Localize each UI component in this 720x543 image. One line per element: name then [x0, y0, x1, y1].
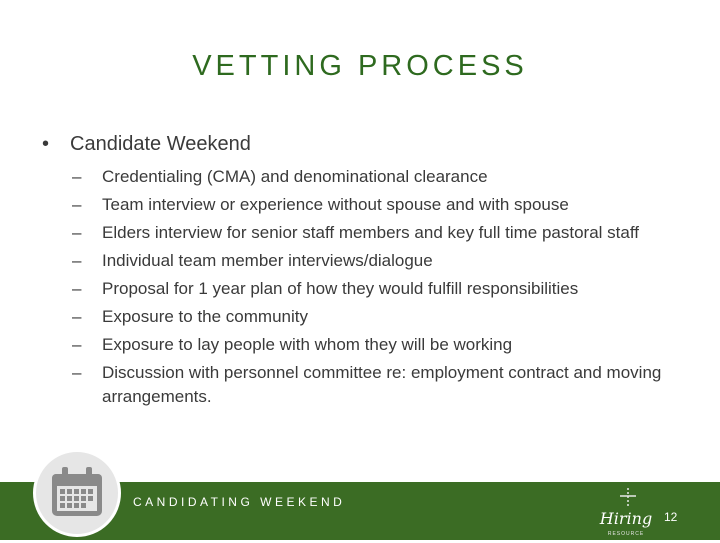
list-item-text: Credentialing (CMA) and denominational clearance	[102, 167, 488, 186]
bullet-text: Candidate Weekend	[70, 133, 251, 155]
slide-title: VETTING PROCESS	[192, 50, 528, 82]
list-item	[72, 193, 682, 217]
list-item-text: Discussion with personnel committee re: employment contract and moving arrangements.	[102, 363, 662, 406]
list-item-text: Individual team member interviews/dialogue	[102, 251, 433, 270]
footer-section-label: CANDIDATING WEEKEND	[133, 495, 346, 509]
list-item-text: Elders interview for senior staff members and key full time pastoral staff	[102, 223, 639, 242]
list-item	[72, 249, 682, 273]
calendar-icon-badge	[33, 449, 121, 537]
bullet-candidate-weekend	[42, 133, 251, 156]
list-item-text: Exposure to the community	[102, 307, 308, 326]
list-item	[72, 277, 682, 301]
dash-marker: –	[72, 223, 82, 242]
list-item	[72, 361, 682, 409]
list-item	[72, 221, 682, 245]
list-item	[72, 305, 682, 329]
logo-wordmark: Hiring	[599, 509, 653, 528]
sub-item-list	[72, 165, 682, 413]
list-item-text: Proposal for 1 year plan of how they would fulfill responsibilities	[102, 279, 579, 298]
list-item-text: Exposure to lay people with whom they will be working	[102, 335, 513, 354]
list-item	[72, 165, 682, 189]
dash-marker: –	[72, 307, 82, 326]
page-number: 12	[664, 510, 678, 524]
logo-subtext: RESOURCE	[607, 531, 645, 537]
dash-marker: –	[72, 251, 82, 270]
dash-marker: –	[72, 195, 82, 214]
dash-marker: –	[72, 167, 82, 186]
list-item-text: Team interview or experience without spouse and with spouse	[102, 195, 569, 214]
hiring-resource-logo	[596, 486, 656, 538]
dash-marker: –	[72, 335, 82, 354]
list-item	[72, 333, 682, 357]
calendar-icon	[36, 452, 118, 534]
dash-marker: –	[72, 363, 82, 382]
dash-marker: –	[72, 279, 82, 298]
bullet-marker: •	[42, 133, 50, 155]
